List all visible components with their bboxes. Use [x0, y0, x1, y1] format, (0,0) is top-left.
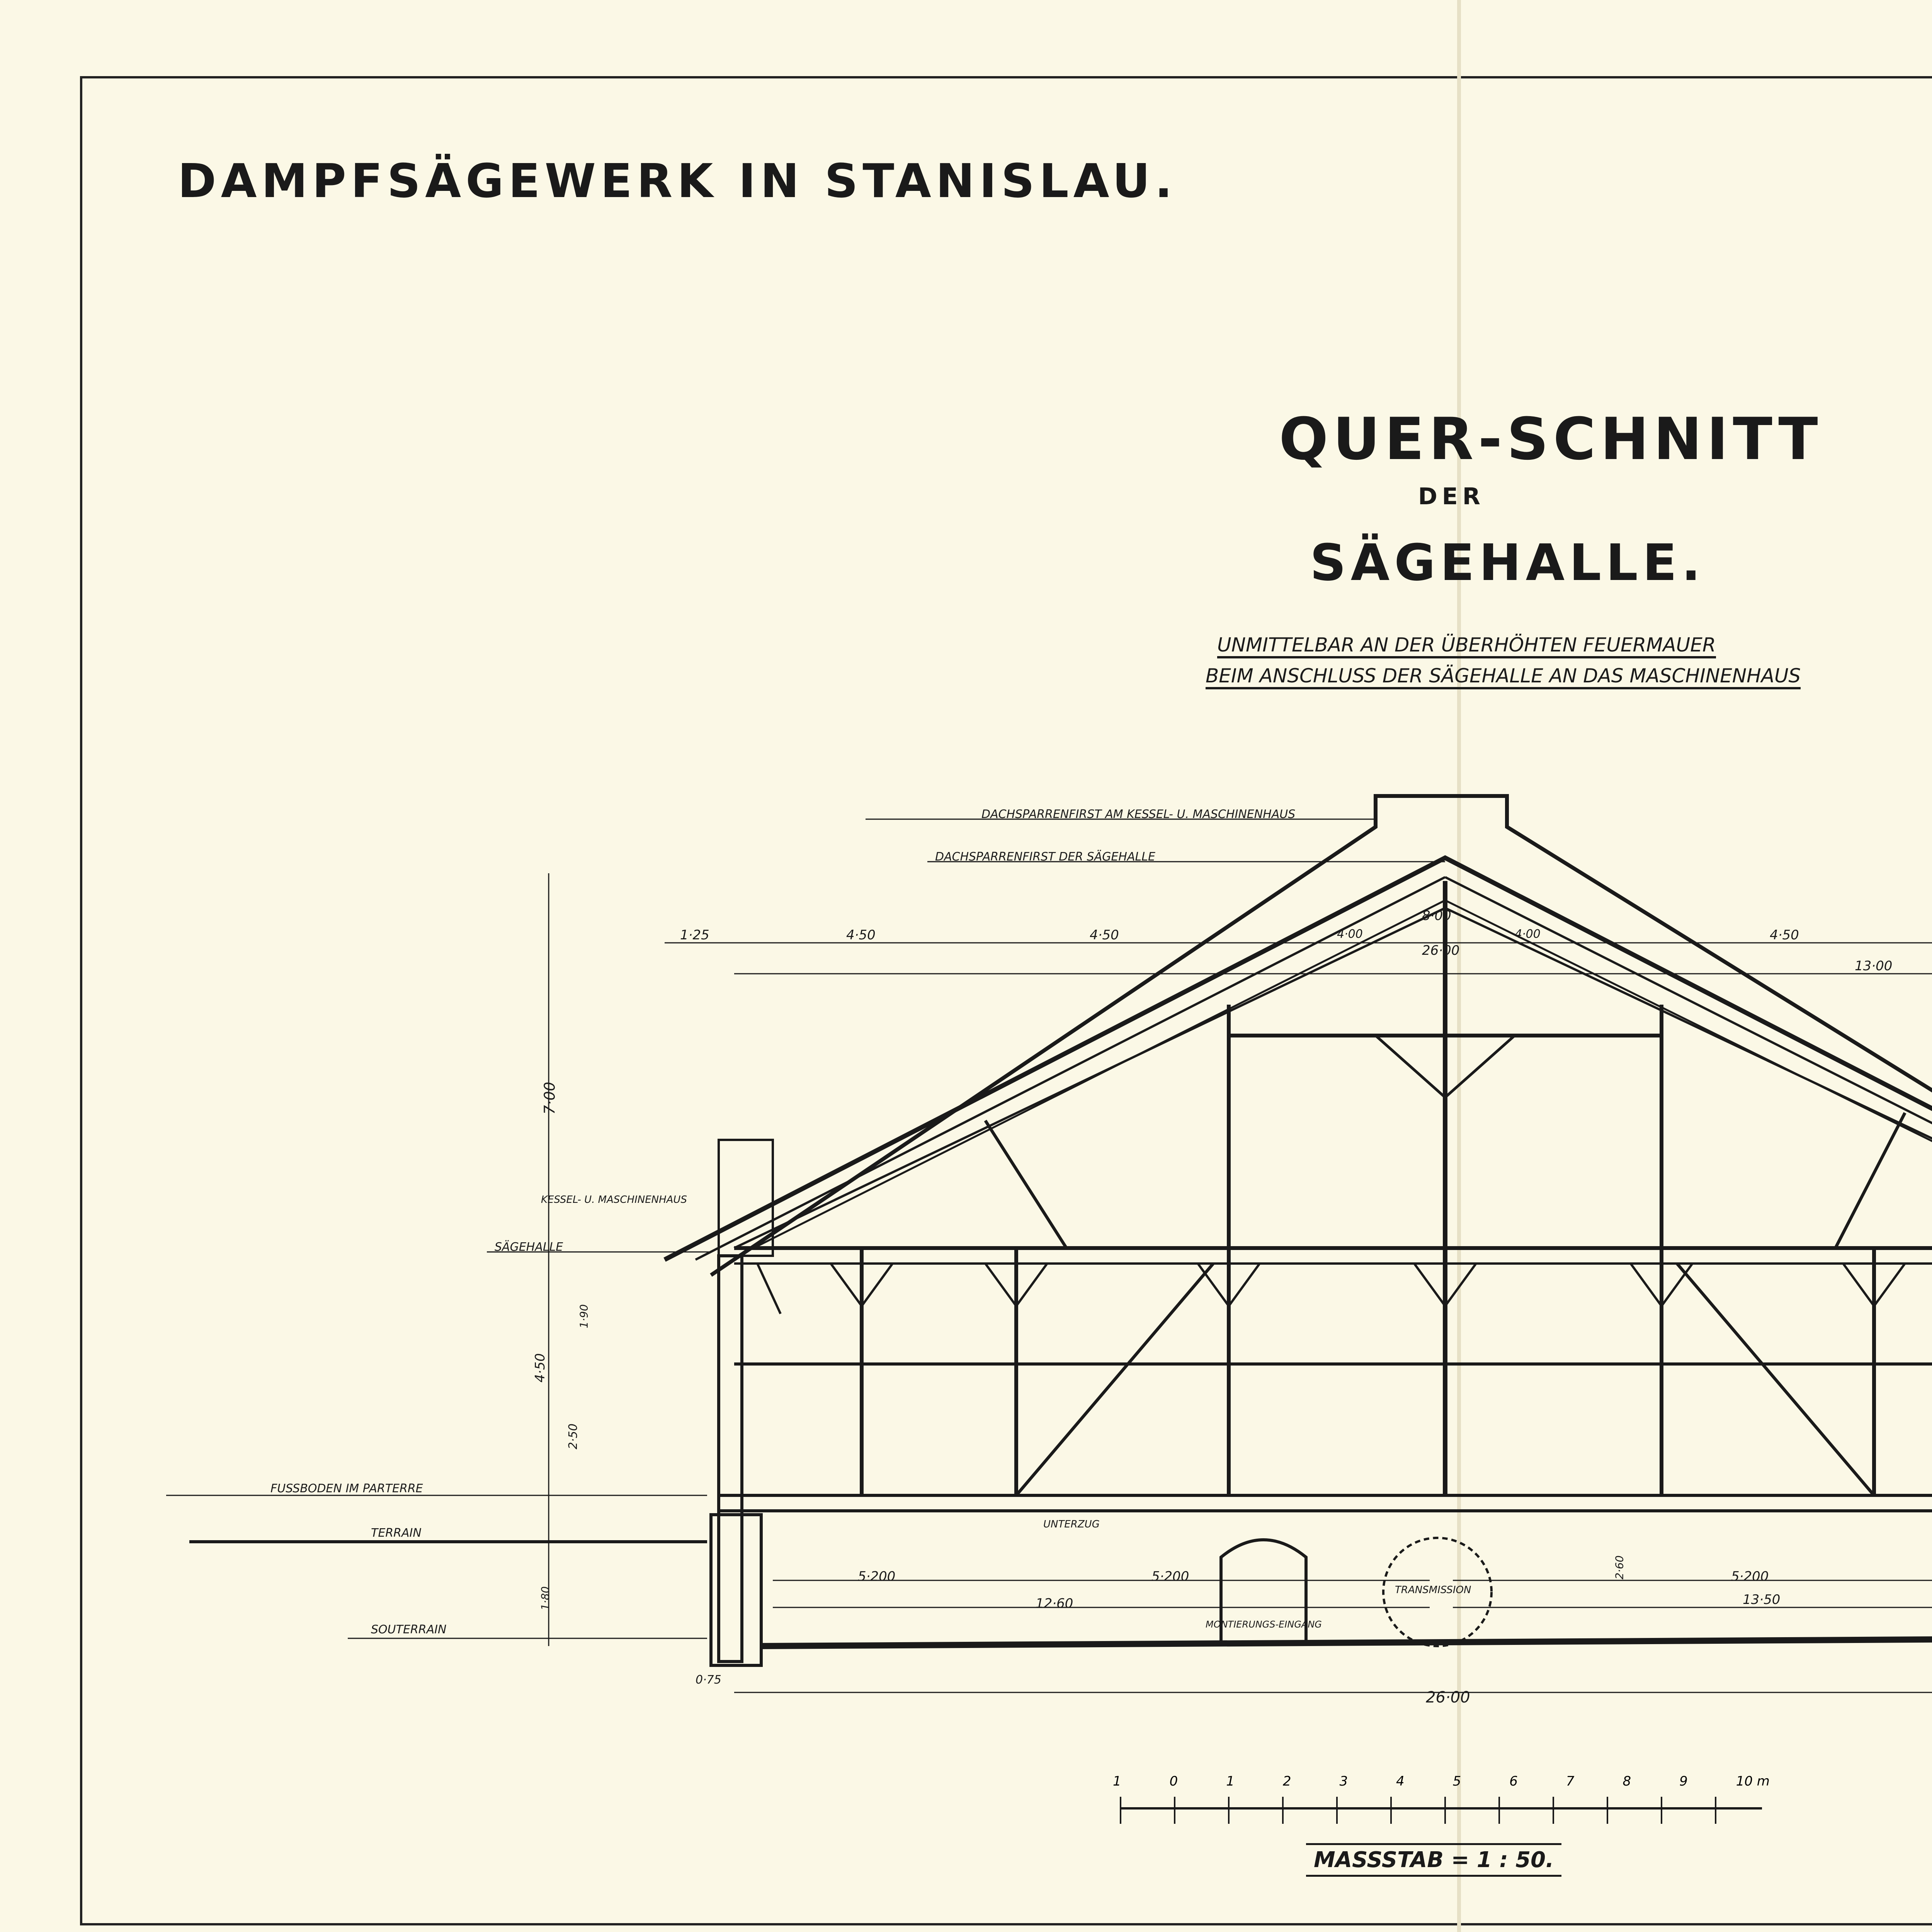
- subtitle-line-1: UNMITTELBAR AN DER ÜBERHÖHTEN FEUERMAUER: [1217, 634, 1716, 658]
- dim-1-90-left: 1·90: [577, 1304, 590, 1328]
- dim-12-60: 12·60: [1036, 1596, 1073, 1611]
- scale-ticks: [1113, 1774, 1770, 1789]
- scale-tick: 7: [1566, 1774, 1575, 1789]
- dim-1-80-left: 1·80: [539, 1586, 552, 1611]
- dim-26-00-bottom: 26·00: [1426, 1689, 1470, 1706]
- dim-26-00-top: 26·00: [1422, 943, 1460, 958]
- dim-4-50: 4·50: [846, 927, 876, 943]
- label-ridge-saw-hall: DACHSPARRENFIRST DER SÄGEHALLE: [935, 850, 1155, 864]
- scale-tick: 4: [1396, 1774, 1405, 1789]
- dim-8-00: 8·00: [1422, 908, 1451, 923]
- dim-13-50: 13·50: [1743, 1592, 1781, 1607]
- drawing-title: QUER-SCHNITT: [1279, 406, 1823, 473]
- scale-tick: 6: [1509, 1774, 1518, 1789]
- drawing-title-der: DER: [1418, 483, 1485, 510]
- dim-5-200: 5·200: [858, 1569, 896, 1584]
- scale-tick: 9: [1679, 1774, 1688, 1789]
- project-title: DAMPFSÄGEWERK IN STANISLAU.: [178, 155, 1177, 208]
- dim-4-50: 4·50: [1090, 927, 1119, 943]
- label-transmission: TRANSMISSION: [1395, 1584, 1471, 1596]
- dim-2-60: 2·60: [1613, 1555, 1626, 1580]
- scale-tick: 1: [1226, 1774, 1235, 1789]
- label-ridge-machine-house: DACHSPARRENFIRST AM KESSEL- U. MASCHINENHAUS: [981, 808, 1296, 821]
- scale-tick: 10 m: [1736, 1774, 1770, 1789]
- scale-tick: 1: [1113, 1774, 1121, 1789]
- dim-7-00-left: 7·00: [541, 1082, 558, 1115]
- label-saegehalle: SÄGEHALLE: [495, 1240, 563, 1254]
- subtitle-line-2: BEIM ANSCHLUSS DER SÄGEHALLE AN DAS MASCHINENHAUS: [1206, 665, 1801, 689]
- dim-4-00: 4·00: [1337, 927, 1363, 941]
- dim-4-00: 4·00: [1515, 927, 1541, 941]
- label-floor-left: FUSSBODEN IM PARTERRE: [270, 1482, 423, 1495]
- label-unterzug: UNTERZUG: [1043, 1519, 1100, 1530]
- label-terrain-left: TERRAIN: [371, 1526, 422, 1540]
- scale-tick: 5: [1452, 1774, 1461, 1789]
- scale-label: MASSSTAB = 1 : 50.: [1306, 1843, 1561, 1877]
- scale-tick: 8: [1622, 1774, 1631, 1789]
- scale-tick: 2: [1282, 1774, 1291, 1789]
- dim-4-50: 4·50: [1770, 927, 1799, 943]
- drawing-subject: SÄGEHALLE.: [1310, 533, 1706, 592]
- label-souterrain-left: SOUTERRAIN: [371, 1623, 447, 1636]
- label-kessel: KESSEL- U. MASCHINENHAUS: [541, 1194, 687, 1206]
- dim-0-75-left: 0·75: [696, 1673, 721, 1687]
- dim-5-200: 5·200: [1731, 1569, 1769, 1584]
- scale-tick: 3: [1339, 1774, 1348, 1789]
- dim-5-200: 5·200: [1151, 1569, 1189, 1584]
- dim-2-50-left: 2·50: [566, 1423, 580, 1449]
- dim-4-50-left: 4·50: [532, 1353, 548, 1383]
- dim-1-25-left: 1·25: [680, 927, 709, 943]
- scale-tick: 0: [1169, 1774, 1178, 1789]
- dim-13-00: 13·00: [1855, 958, 1893, 974]
- label-entrance: MONTIERUNGS-EINGANG: [1206, 1619, 1322, 1630]
